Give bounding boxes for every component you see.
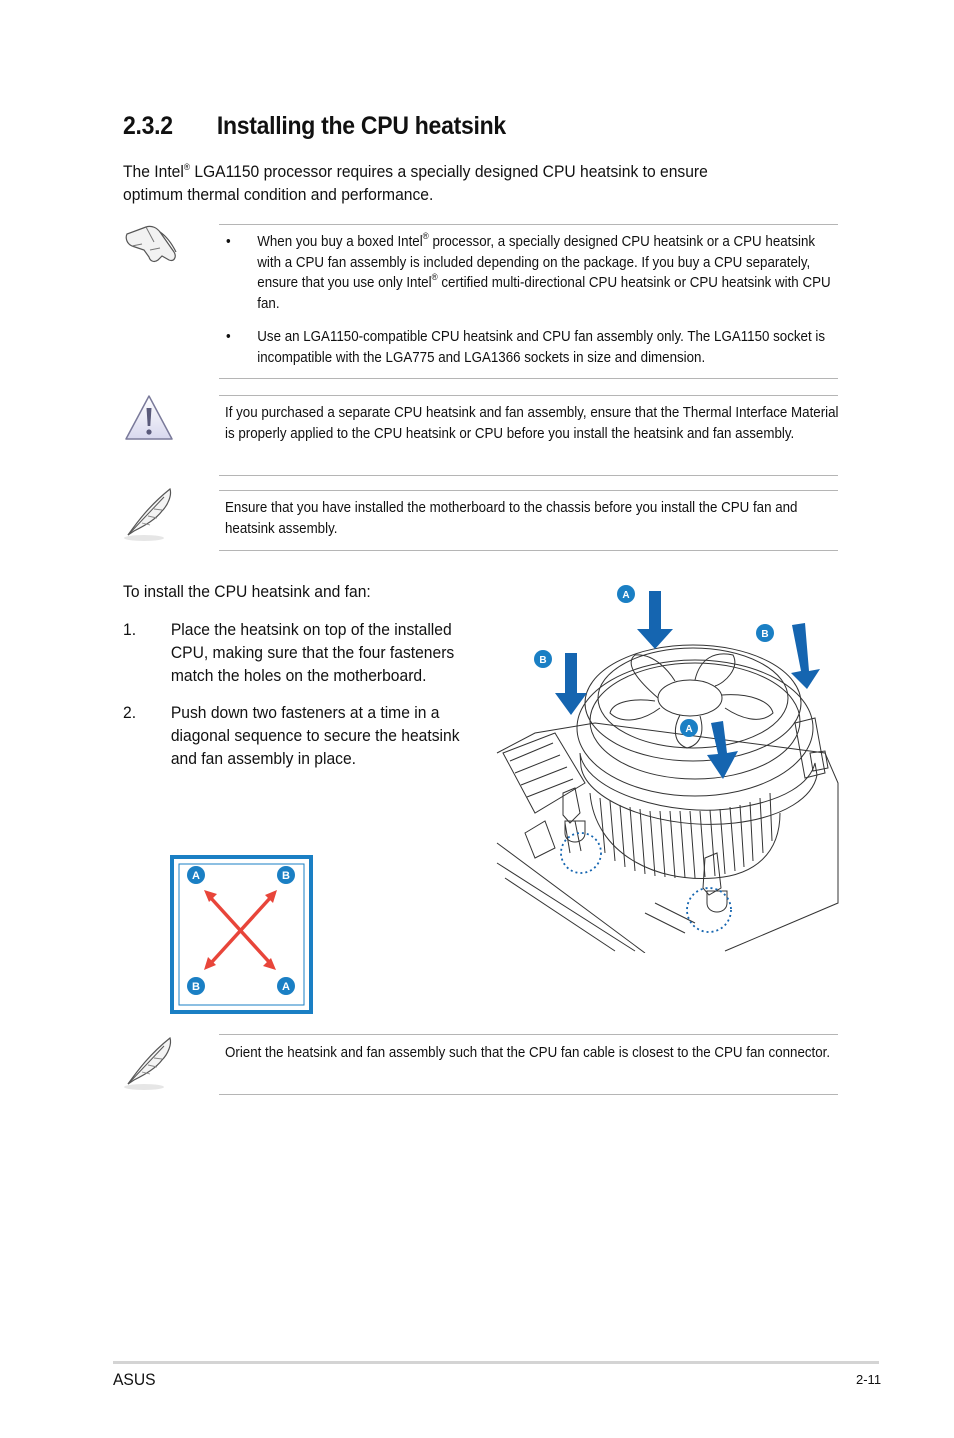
divider (219, 224, 838, 225)
section-number: 2.3.2 (123, 112, 173, 140)
heatsink-installation-illustration (495, 583, 840, 953)
registered-mark: ® (422, 231, 429, 241)
divider (219, 1094, 838, 1095)
section-title: Installing the CPU heatsink (216, 112, 506, 140)
intro-text-end: LGA1150 processor requires a specially designed CPU heatsink to ensure optimum thermal condition and performance. (123, 162, 708, 204)
label-b: B (192, 981, 200, 993)
divider (219, 378, 838, 379)
step-text: Place the heatsink on top of the installed CPU, making sure that the four fasteners match the holes on the motherboard. (170, 620, 455, 685)
procedure-intro: To install the CPU heatsink and fan: (123, 582, 371, 601)
step-1 (123, 618, 509, 688)
intro-text-start: The Intel (123, 162, 184, 181)
bullet-dot: • (226, 234, 231, 250)
divider (219, 1034, 838, 1035)
bullet-text (257, 232, 837, 314)
bullet-seg: certified multi-directional CPU heatsink or CPU heatsink with CPU fan. (257, 275, 831, 312)
label-a: A (685, 724, 693, 735)
divider (219, 475, 838, 476)
step-number: 2. (123, 703, 137, 722)
divider (219, 490, 838, 491)
page-number: 2-11 (856, 1372, 882, 1387)
bullet-seg: When you buy a boxed Intel (257, 234, 423, 250)
note-text-2: Orient the heatsink and fan assembly such that the CPU fan cable is closest to the CPU fan connector. (225, 1045, 831, 1061)
intro-paragraph (123, 160, 767, 206)
registered-mark: ® (431, 272, 438, 282)
section-heading (123, 112, 506, 141)
caution-text: If you purchased a separate CPU heatsink and fan assembly, ensure that the Thermal Interface Material is properly applied to the CPU heatsink or CPU before you install the heatsink and fan assembly. (225, 405, 839, 442)
label-b: B (282, 870, 290, 882)
step-text: Push down two fasteners at a time in a diagonal sequence to secure the heatsink and fan assembly in place. (170, 703, 460, 768)
label-b: B (761, 629, 769, 640)
diagonal-sequence-diagram (170, 855, 315, 1015)
step-number: 1. (123, 620, 137, 639)
divider (219, 550, 838, 551)
registered-mark: ® (183, 162, 190, 172)
hand-note-bullet-2 (226, 327, 861, 371)
bullet-seg: processor, a specially designed CPU heatsink or a CPU heatsink with a CPU fan assembly is included depending on the package. If you buy a CPU separately, ensure that you use only Intel (257, 234, 816, 291)
footer-brand: ASUS (113, 1370, 156, 1389)
label-a: A (622, 590, 630, 601)
bullet-dot: • (226, 329, 231, 345)
quill-pen-icon (120, 1034, 178, 1092)
label-a: A (282, 981, 290, 993)
bullet-text: Use an LGA1150-compatible CPU heatsink and CPU fan assembly only. The LGA1150 socket is incompatible with the LGA775 and LGA1366 sockets in size and dimension. (257, 329, 826, 366)
quill-pen-icon (120, 485, 178, 543)
hand-note-bullet-1 (226, 232, 861, 322)
caution-triangle-icon (124, 394, 174, 442)
note-text-1: Ensure that you have installed the motherboard to the chassis before you install the CPU fan and heatsink assembly. (225, 500, 798, 537)
label-a: A (192, 870, 200, 882)
footer-rule (113, 1361, 879, 1364)
step-2 (123, 701, 509, 771)
divider (219, 395, 838, 396)
pointing-hand-icon (124, 222, 180, 266)
label-b: B (539, 655, 547, 666)
